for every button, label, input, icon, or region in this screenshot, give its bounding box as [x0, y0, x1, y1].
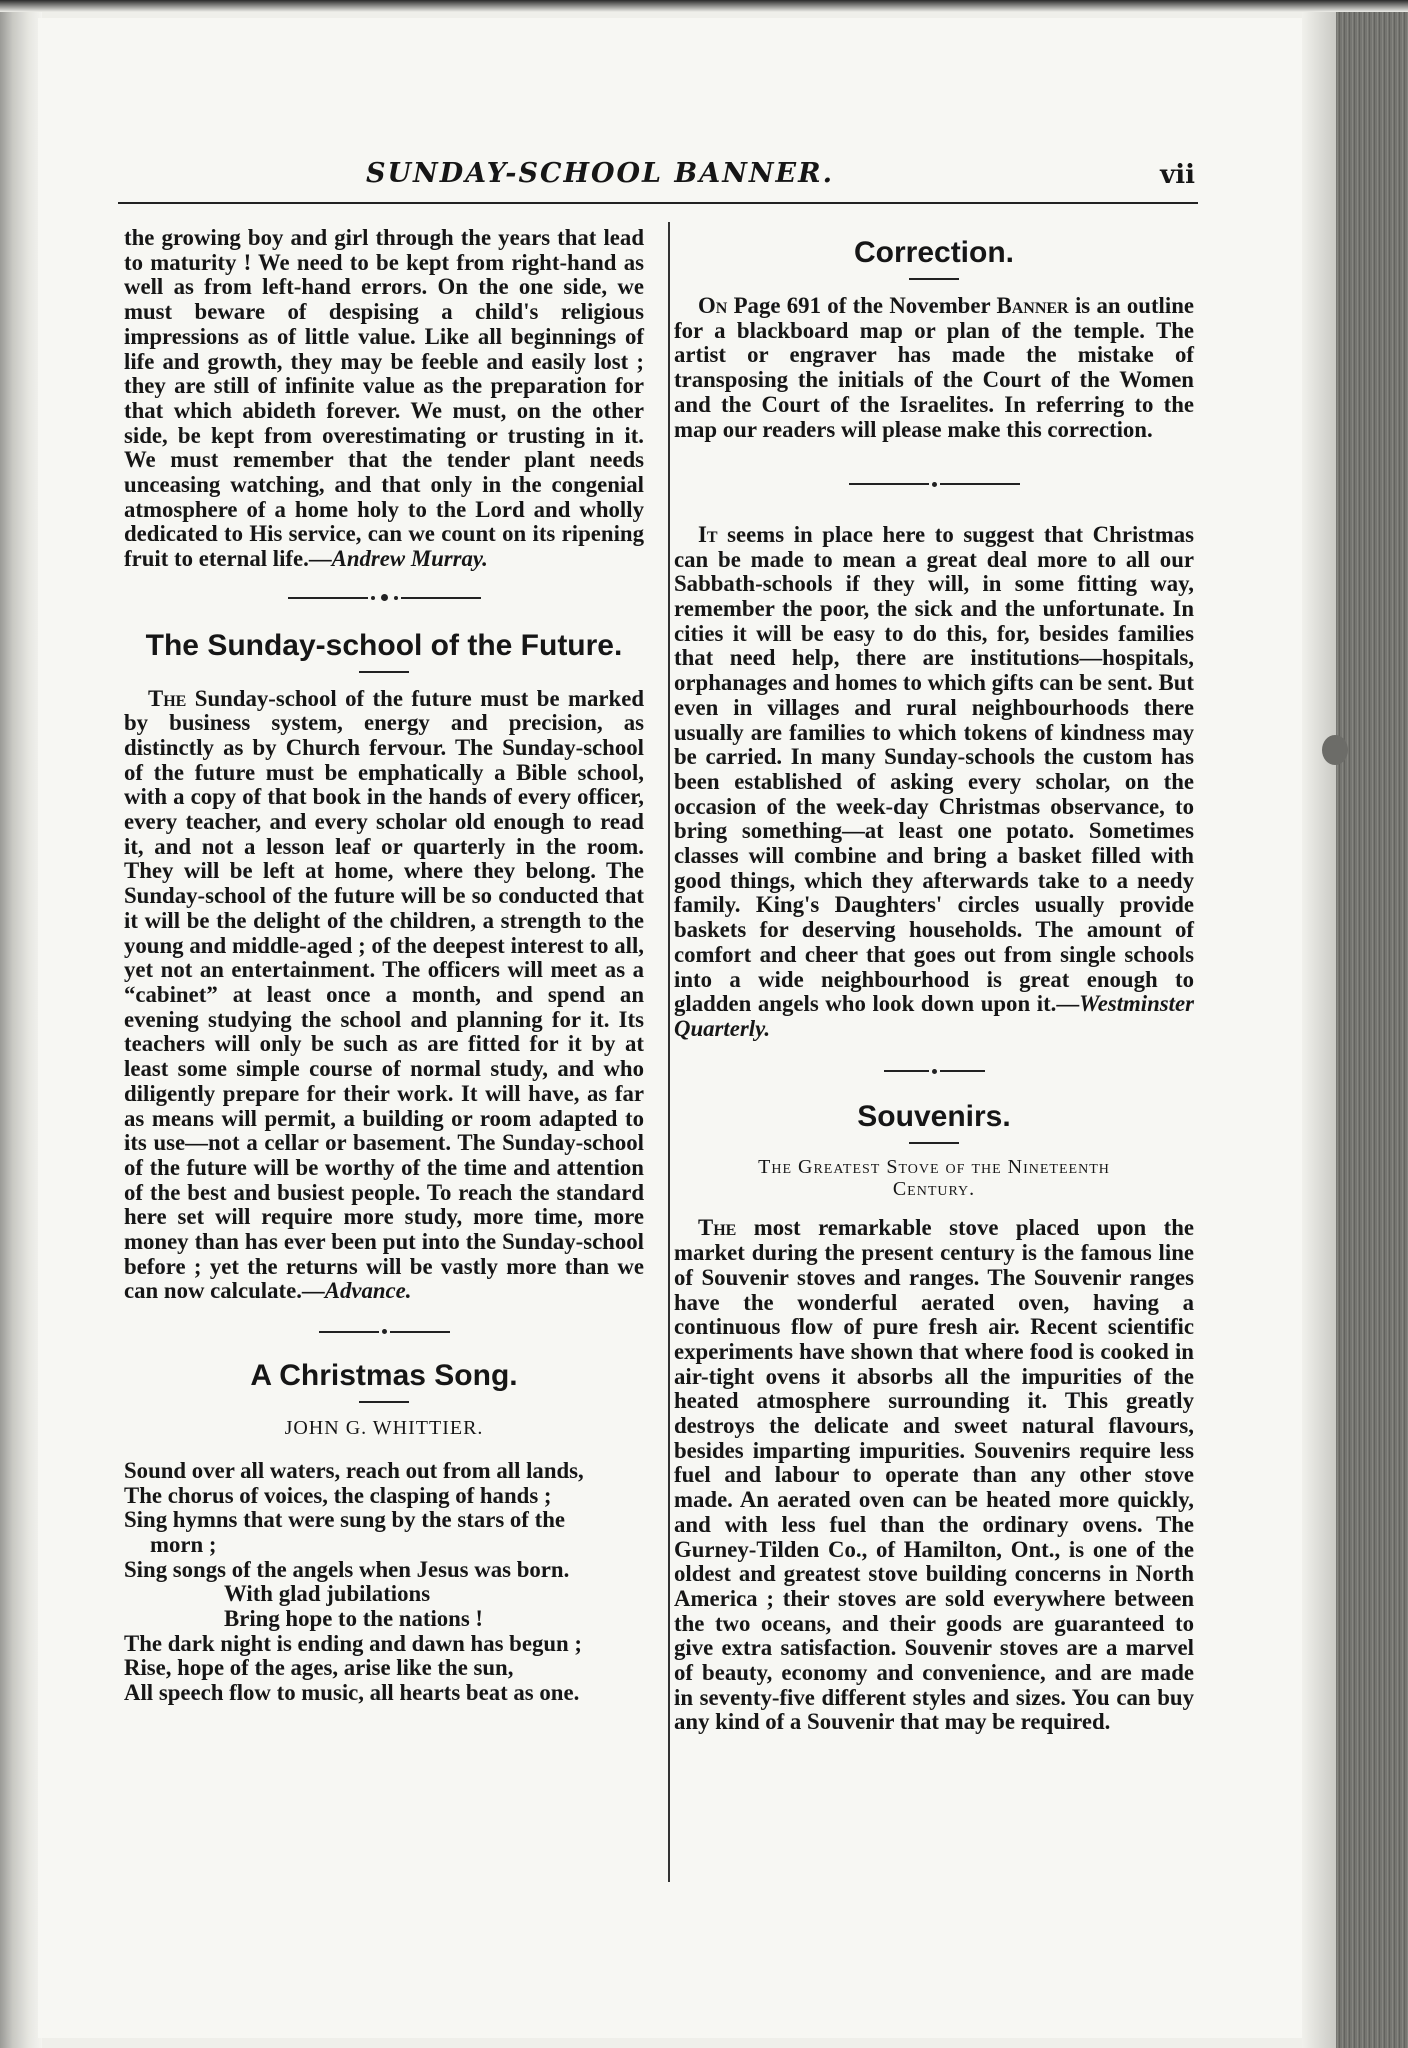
intro-text: the growing boy and girl through the years that lead to maturity ! We need to be kept from right-hand as well as from left-hand errors. On the one side, we must beware of despising a child's religious impressions as of little value. Like all beginnings of life and growth, they may be feeble and easily lost ; they are still of infinite value as the preparation for that which abideth forever. We must, on the other side, be kept from overestimating or trusting in it. We must remember that the tender plant needs unceasing watching, and that only in the congenial atmosphere of a home holy to the Lord and wholly dedicated to His service, can we count on its ripening fruit to eternal life.— — [124, 225, 644, 572]
poem-line: Rise, hope of the ages, arise like the sun, — [124, 1655, 514, 1681]
poem-line: morn ; — [150, 1531, 217, 1557]
heading-rule — [909, 278, 959, 280]
souvenirs-heading: Souvenirs. — [857, 1100, 1011, 1134]
future-paragraph — [124, 687, 644, 1305]
ornament-divider — [674, 1060, 1194, 1085]
christmas-lead: It — [698, 521, 718, 547]
song-heading: A Christmas Song. — [250, 1358, 518, 1392]
future-lead: The — [148, 685, 187, 711]
christmas-body: seems in place here to suggest that Christmas can be made to mean a great deal more to all our Sabbath-schools if they will, in some fitting way, remember the poor, the sick and the unfortunate. In cities it will be easy to do this, for, besides families that need help, there are institutions—hospitals, orphanages and homes to which gifts can be sent. But even in villages and rural neighbourhoods there usually are families to which tokens of kindness may be carried. In many Sunday-schools the custom has been established of asking every scholar, on the occasion of the week-day Christmas observance, to bring something—at least one potato. Sometimes classes will combine and bring a basket filled with good things, which they afterwards take to a needy family. King's Daughters' circles usually provide baskets for deserving households. The amount of comfort and cheer that goes out from single schools into a wide neighbourhood is great enough to gladden angels who look down upon it.— — [674, 521, 1194, 1017]
intro-attribution: Andrew Murray. — [331, 546, 488, 572]
ornament-divider — [124, 586, 644, 611]
poem-line: All speech flow to music, all hearts beat as one. — [124, 1680, 580, 1706]
intro-paragraph — [124, 226, 644, 572]
heading-rule — [359, 671, 409, 673]
poem-line: With glad jubilations — [224, 1581, 431, 1607]
future-body: Sunday-school of the future must be marked by business system, energy and precision, as distinctly as by Church fervour. The Sunday-school of the future must be emphatically a Bible school, with a copy of that book in the hands of every officer, every teacher, and every scholar old enough to read it, and not a lesson leaf or quarterly in the room. They will be left at home, where they belong. The Sunday-school of the future will be so conducted that it will be the delight of the children, a strength to the young and middle-aged ; of the deepest interest to all, yet not an entertainment. The officers will meet as a “cabinet” at least once a month, and spend an evening studying the school and planning for it. Its teachers will only be such as are fitted for it by at least some simple course of normal study, and who diligently prepare for their work. It will have, as far as means will permit, a building or room adapted to its use—not a cellar or basement. The Sunday-school of the future will be worthy of the time and attention of the best and busiest people. To reach the standard here set will require more study, more time, more money than has ever been put into the Sunday-school before ; yet the returns will be vastly more than we can now calculate.— — [124, 685, 644, 1304]
page-edges — [1336, 0, 1408, 2048]
column-divider — [668, 222, 670, 1882]
subheading-line-2: Century. — [892, 1178, 976, 1201]
correction-banner: Banner — [996, 293, 1069, 318]
christmas-paragraph — [674, 523, 1194, 1042]
poem-line: The chorus of voices, the clasping of hands ; — [124, 1482, 552, 1508]
correction-paragraph — [674, 294, 1194, 442]
souvenirs-subheading — [674, 1156, 1194, 1200]
book-binding — [0, 0, 42, 2048]
souvenirs-paragraph — [674, 1216, 1194, 1735]
correction-lead: On — [698, 293, 728, 318]
left-column — [124, 226, 644, 1706]
page-edge-mark — [1322, 735, 1348, 765]
heading-rule — [909, 1142, 959, 1144]
page-number: vii — [1160, 160, 1195, 190]
top-edge-shadow — [0, 0, 1408, 12]
future-attribution: Advance. — [324, 1278, 412, 1304]
ornament-divider — [674, 472, 1194, 497]
poem-line: Sing songs of the angels when Jesus was born. — [124, 1556, 570, 1582]
souvenirs-body: most remarkable stove placed upon the market during the present century is the famous line of Souvenir stoves and ranges. The Souvenir ranges have the wonderful aerated oven, having a continuous flow of pure fresh air. Recent scientific experiments have shown that where food is cooked in air-tight ovens it absorbs all the impurities of the heated atmosphere surrounding it. This greatly destroys the delicate and sweet natural flavours, besides imparting impurities. Souvenirs require less fuel and labour to operate than any other stove made. An aerated oven can be heated more quickly, and with less fuel than the ordinary ovens. The Gurney-Tilden Co., of Hamilton, Ont., is one of the oldest and greatest stove building concerns in North America ; their stoves are sold everywhere between the two oceans, and their goods are guaranteed to give extra satisfaction. Souvenir stoves are a marvel of beauty, economy and convenience, and are made in seventy-five different styles and sizes. You can buy any kind of a Souvenir that may be required. — [674, 1215, 1194, 1735]
subheading-line-1: The Greatest Stove of the Nineteenth — [758, 1156, 1110, 1179]
header-rule — [118, 202, 1198, 204]
souvenirs-lead: The — [698, 1215, 737, 1241]
song-poem — [124, 1459, 644, 1706]
future-heading: The Sunday-school of the Future. — [145, 628, 623, 662]
page-header — [100, 158, 1195, 198]
correction-heading: Correction. — [853, 236, 1015, 269]
correction-body-1: Page 691 of the November — [727, 293, 997, 318]
right-column — [674, 226, 1194, 1735]
poem-line: The dark night is ending and dawn has begun ; — [124, 1630, 583, 1656]
song-author: JOHN G. WHITTIER. — [284, 1416, 484, 1439]
christmas-attribution: Westminster Quarterly. — [674, 991, 1194, 1041]
poem-line: Bring hope to the nations ! — [224, 1606, 484, 1632]
heading-rule — [359, 1401, 409, 1403]
page-gutter-shadow — [1302, 0, 1336, 2048]
poem-line: Sound over all waters, reach out from all lands, — [124, 1457, 584, 1483]
running-title: SUNDAY-SCHOOL BANNER. — [366, 158, 834, 189]
correction-body-2: is an outline for a blackboard map or plan of the temple. The artist or engraver has made the mistake of transposing the initials of the Court of the Women and the Court of the Israelites. In referring to the map our readers will please make this correction. — [674, 293, 1195, 442]
ornament-divider — [124, 1320, 644, 1345]
poem-line: Sing hymns that were sung by the stars of the — [124, 1507, 565, 1533]
